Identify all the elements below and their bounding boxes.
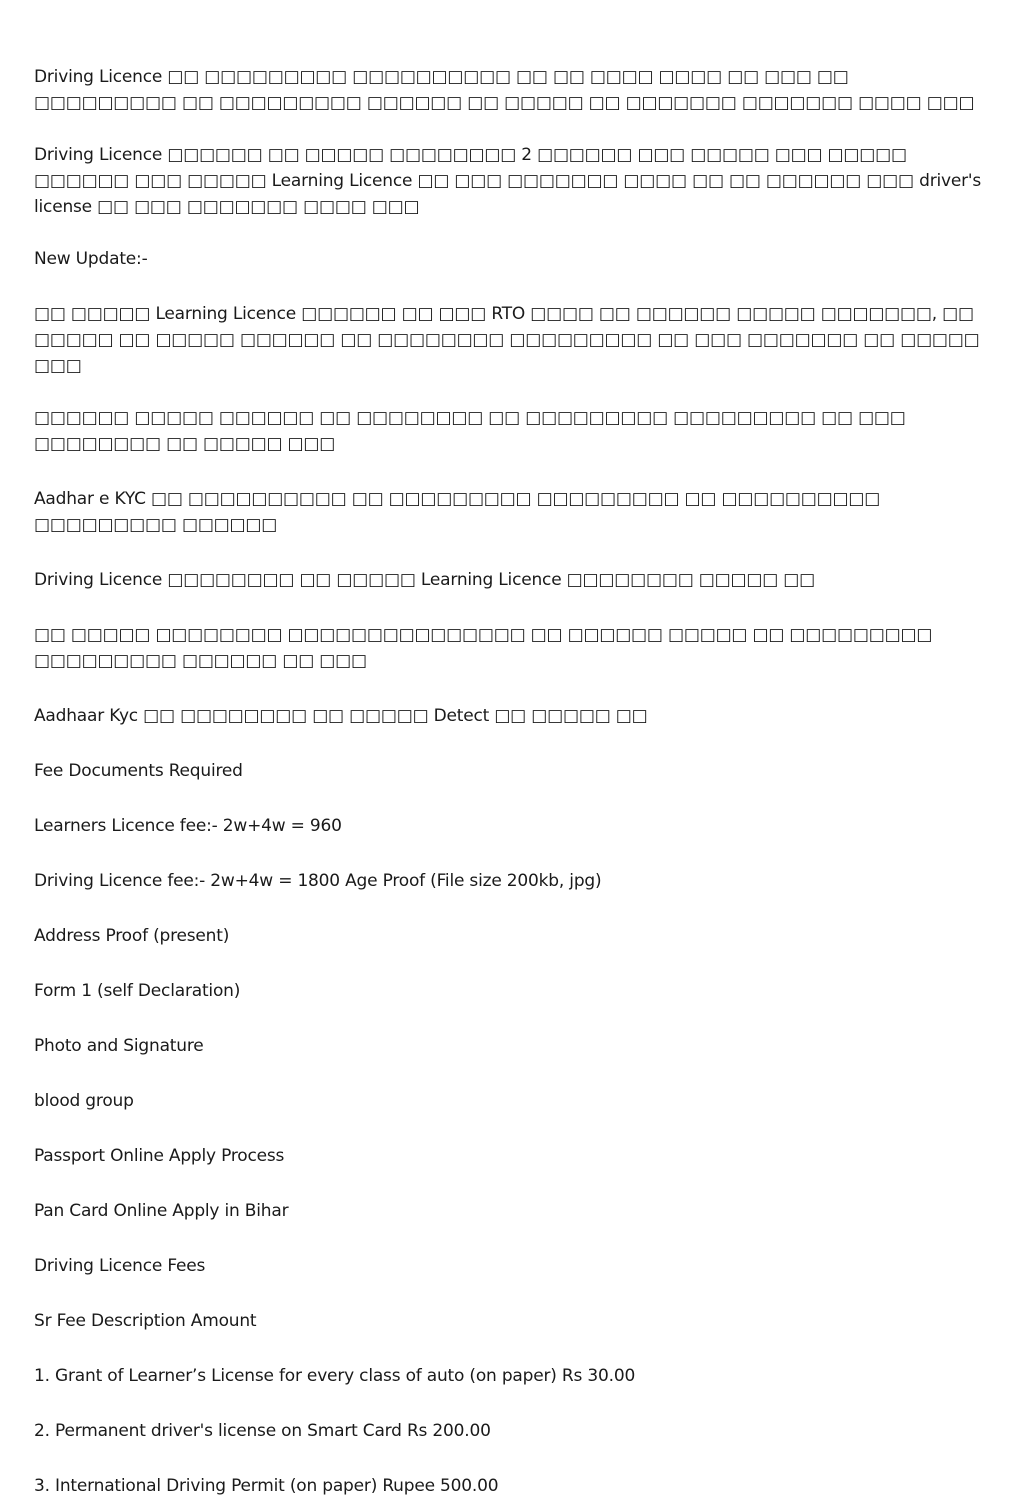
learners-fee-line: Learners Licence fee:- 2w+4w = 960 — [34, 816, 342, 836]
fee-item-3: 3. International Driving Permit (on paper) Rupee 500.00 — [34, 1476, 499, 1496]
fee-table-header: Sr Fee Description Amount — [34, 1311, 257, 1331]
update-paragraph: □□ □□□□□ Learning Licence □□□□□□ □□ □□□ RTO □□□□ □□ □□□□□□ □□□□□ □□□□□□□, □□ □□□□□ □□ □□□□□ □□□□□□ □□ □□□□□□□□ □□□□□□□□□ □□ □□□ □□□□□□□ □□ □□□□□ □□□ — [34, 304, 980, 376]
aadhar-kyc-line: Aadhar e KYC □□ □□□□□□□□□□ □□ □□□□□□□□□ □□□□□□□□□ □□ □□□□□□□□□□ □□□□□□□□□ □□□□□□ — [34, 489, 881, 535]
documents-line: □□ □□□□□ □□□□□□□□ □□□□□□□□□□□□□□□ □□ □□□□□□ □□□□□ □□ □□□□□□□□□ □□□□□□□□□ □□□□□□ □□ □□□ — [34, 625, 933, 671]
process-paragraph: Driving Licence □□□□□□ □□ □□□□□ □□□□□□□□ 2 □□□□□□ □□□ □□□□□ □□□ □□□□□ □□□□□□ □□□ □□□□□ Learning Licence □□ □□□ □□□□□□□ □□□□ □□ □□ □□□□□□ □□□ driver's license □□ □□□ □□□□□□□ □□□□ □□□ — [34, 145, 982, 217]
fee-item-1: 1. Grant of Learner’s License for every class of auto (on paper) Rs 30.00 — [34, 1366, 636, 1386]
aadhaar-detect-line: Aadhaar Kyc □□ □□□□□□□□ □□ □□□□□ Detect □□ □□□□□ □□ — [34, 706, 648, 726]
photo-signature-line: Photo and Signature — [34, 1036, 204, 1056]
form1-line: Form 1 (self Declaration) — [34, 981, 241, 1001]
fee-documents-heading: Fee Documents Required — [34, 761, 243, 781]
info-line: □□□□□□ □□□□□ □□□□□□ □□ □□□□□□□□ □□ □□□□□□□□□ □□□□□□□□□ □□ □□□ □□□□□□□□ □□ □□□□□ □□□ — [34, 408, 906, 454]
address-proof-line: Address Proof (present) — [34, 926, 230, 946]
pan-card-line: Pan Card Online Apply in Bihar — [34, 1201, 289, 1221]
fees-heading: Driving Licence Fees — [34, 1256, 206, 1276]
new-update-heading: New Update:- — [34, 249, 148, 269]
blood-group-line: blood group — [34, 1091, 134, 1111]
intro-paragraph: Driving Licence □□ □□□□□□□□□ □□□□□□□□□□ □□ □□ □□□□ □□□□ □□ □□□ □□ □□□□□□□□□ □□ □□□□□□□□□ □□□□□□ □□ □□□□□ □□ □□□□□□□ □□□□□□□ □□□□ □□□ — [34, 67, 975, 113]
driving-fee-line: Driving Licence fee:- 2w+4w = 1800 Age Proof (File size 200kb, jpg) — [34, 871, 602, 891]
learning-licence-line: Driving Licence □□□□□□□□ □□ □□□□□ Learning Licence □□□□□□□□ □□□□□ □□ — [34, 570, 816, 590]
fee-item-2: 2. Permanent driver's license on Smart Card Rs 200.00 — [34, 1421, 491, 1441]
passport-line: Passport Online Apply Process — [34, 1146, 285, 1166]
